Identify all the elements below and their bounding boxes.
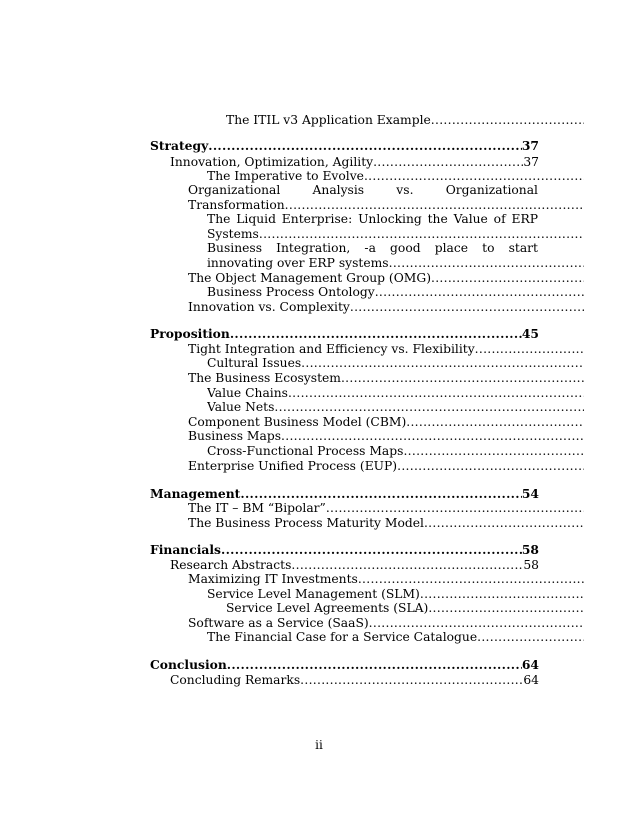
toc-entry[interactable] (207, 169, 584, 184)
toc-entry-title: Research Abstracts (170, 558, 292, 572)
leader-dots (369, 616, 584, 631)
toc-entry-title: Value Nets (207, 400, 275, 414)
toc-page-number: 45 (521, 326, 539, 341)
toc-entry-title: Business Process Ontology (207, 285, 375, 299)
toc-page-number: 64 (521, 657, 539, 672)
toc-entry-title: Software as a Service (SaaS) (188, 616, 369, 630)
leader-dots (431, 113, 584, 128)
toc-entry-title: innovating over ERP systems (207, 256, 389, 270)
toc-page-number: 64 (523, 673, 539, 687)
toc-entry[interactable] (207, 386, 584, 401)
toc-entry-title: Service Level Agreements (SLA) (226, 601, 429, 615)
toc-entry-title: The Business Process Maturity Model (188, 516, 424, 530)
toc-entry[interactable] (188, 501, 584, 516)
toc-section[interactable] (150, 657, 539, 672)
toc-entry[interactable] (188, 342, 584, 357)
toc-entry[interactable] (188, 516, 584, 531)
leader-dots (281, 429, 584, 444)
toc-entry-line[interactable]: Organizational Analysis vs. Organizational (188, 183, 538, 197)
leader-dots (208, 138, 522, 153)
toc-entry-title: Systems (207, 227, 259, 241)
toc-section-title: Conclusion (150, 657, 227, 672)
toc-entry[interactable] (188, 572, 584, 587)
leader-dots (424, 516, 584, 531)
leader-dots (420, 587, 584, 602)
leader-dots (364, 169, 584, 184)
toc-entry[interactable] (188, 415, 584, 430)
leader-dots (350, 300, 584, 315)
toc-entry[interactable] (207, 444, 584, 459)
toc-entry[interactable] (188, 429, 584, 444)
leader-dots (285, 198, 584, 213)
toc-entry[interactable] (188, 616, 584, 631)
leader-dots (291, 558, 523, 573)
toc-entry[interactable] (188, 198, 584, 213)
toc-entry-title: Concluding Remarks (170, 673, 301, 687)
leader-dots (475, 342, 584, 357)
toc-entry-line[interactable]: The Liquid Enterprise: Unlocking the Value of ERP (207, 212, 538, 226)
leader-dots (403, 444, 584, 459)
toc-section-title: Proposition (150, 326, 230, 341)
toc-entry[interactable] (188, 459, 584, 474)
toc-entry-title: Enterprise Unified Process (EUP) (188, 459, 398, 473)
toc-entry[interactable] (207, 227, 584, 242)
toc-entry[interactable] (170, 558, 539, 573)
toc-entry-title: Tight Integration and Efficiency vs. Flexibility (188, 342, 475, 356)
leader-dots (389, 256, 584, 271)
toc-entry[interactable] (207, 400, 584, 415)
leader-dots (477, 630, 584, 645)
toc-section-title: Strategy (150, 138, 209, 153)
toc-page-number: 58 (523, 558, 539, 572)
leader-dots (341, 371, 584, 386)
toc-entry-title: Cultural Issues (207, 356, 302, 370)
toc-page-number: 37 (523, 155, 539, 169)
leader-dots (375, 285, 584, 300)
toc-entry[interactable] (207, 630, 584, 645)
leader-dots (358, 572, 584, 587)
toc-entry-title: The Imperative to Evolve (207, 169, 364, 183)
leader-dots (221, 542, 522, 557)
toc-entry-line[interactable]: Business Integration, -a good place to start (207, 241, 538, 255)
leader-dots (227, 657, 522, 672)
toc-entry[interactable] (170, 673, 539, 688)
toc-section[interactable] (150, 486, 539, 501)
toc-entry-title: Cross-Functional Process Maps (207, 444, 404, 458)
toc-entry-title: Service Level Management (SLM) (207, 587, 420, 601)
leader-dots (397, 459, 584, 474)
toc-entry-title: The ITIL v3 Application Example (226, 113, 431, 127)
leader-dots (431, 271, 584, 286)
toc-page-number: 54 (521, 486, 539, 501)
leader-dots (274, 400, 584, 415)
toc-entry[interactable] (207, 285, 584, 300)
toc-entry-title: Business Maps (188, 429, 282, 443)
toc-entry-title: Transformation (188, 198, 285, 212)
toc-entry-title: The Financial Case for a Service Catalogue (207, 630, 478, 644)
leader-dots (230, 326, 522, 341)
leader-dots (300, 673, 523, 688)
leader-dots (240, 486, 522, 501)
leader-dots (326, 501, 584, 516)
toc-entry[interactable] (188, 300, 584, 315)
toc-entry[interactable] (207, 256, 584, 271)
leader-dots (301, 356, 584, 371)
toc-entry[interactable] (170, 155, 539, 170)
toc-entry-title: Innovation vs. Complexity (188, 300, 350, 314)
leader-dots (373, 155, 523, 170)
toc-page-number: 37 (521, 138, 539, 153)
toc-entry[interactable] (188, 271, 584, 286)
toc-entry[interactable] (207, 356, 584, 371)
toc-entry-title: Innovation, Optimization, Agility (170, 155, 374, 169)
toc-entry[interactable] (226, 113, 584, 128)
leader-dots (288, 386, 584, 401)
toc-section[interactable] (150, 326, 539, 341)
toc-entry-title: The Business Ecosystem (188, 371, 341, 385)
toc-section[interactable] (150, 138, 539, 153)
toc-entry[interactable] (226, 601, 584, 616)
toc-page-number: 58 (521, 542, 539, 557)
toc-entry-title: Component Business Model (CBM) (188, 415, 407, 429)
toc-section-title: Management (150, 486, 241, 501)
toc-section-title: Financials (150, 542, 221, 557)
toc-entry-title: The IT – BM “Bipolar” (188, 501, 326, 515)
toc-entry-title: The Object Management Group (OMG) (188, 271, 432, 285)
leader-dots (259, 227, 584, 242)
leader-dots (428, 601, 584, 616)
toc-entry[interactable] (207, 587, 584, 602)
toc-entry-title: Value Chains (207, 386, 288, 400)
page-number: ii (315, 738, 323, 752)
toc-section[interactable] (150, 542, 539, 557)
leader-dots (406, 415, 584, 430)
toc-entry-title: Maximizing IT Investments (188, 572, 358, 586)
toc-entry[interactable] (188, 371, 584, 386)
